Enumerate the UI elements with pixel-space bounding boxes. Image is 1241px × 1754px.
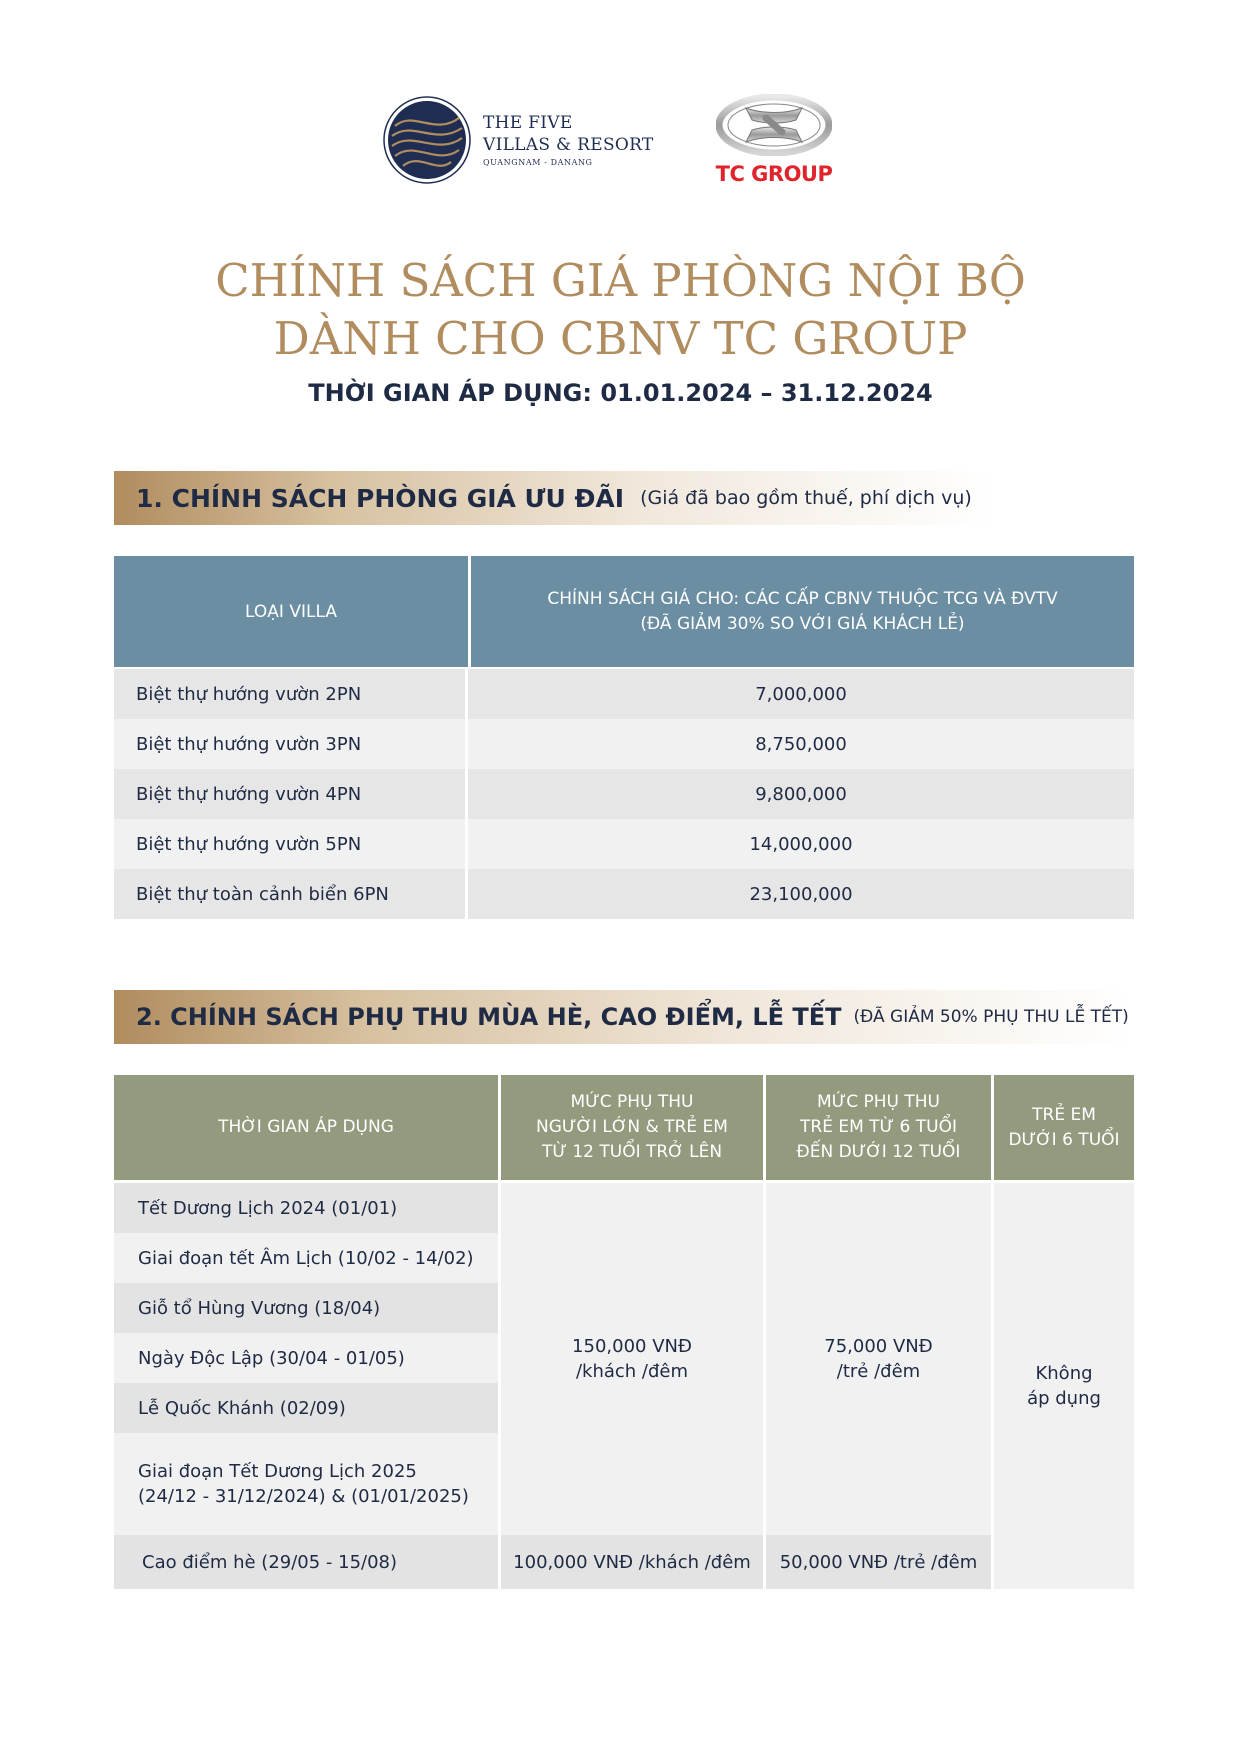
- header-infant-line1: TRẺ EM: [1032, 1104, 1096, 1125]
- table-row: [114, 819, 1134, 869]
- section2-title: 2. CHÍNH SÁCH PHỤ THU MÙA HÈ, CAO ĐIỂM, LỄ TẾT: [136, 1003, 842, 1031]
- header-price-line2: (ĐÃ GIẢM 30% SO VỚI GIÁ KHÁCH LẺ): [640, 613, 965, 634]
- room-price-table: [114, 556, 1134, 919]
- villa-name: Biệt thự hướng vườn 4PN: [114, 769, 468, 819]
- period-row: Lễ Quốc Khánh (02/09): [114, 1383, 498, 1433]
- summer-child-value: 50,000 VNĐ /trẻ /đêm: [766, 1535, 991, 1589]
- period-row: Tết Dương Lịch 2024 (01/01): [114, 1183, 498, 1233]
- holiday-adult-unit: /khách /đêm: [575, 1361, 689, 1382]
- page-title-line2: DÀNH CHO CBNV TC GROUP: [273, 312, 968, 365]
- period-row-long: [114, 1433, 498, 1535]
- period-long-line2: (24/12 - 31/12/2024) & (01/01/2025): [138, 1486, 469, 1507]
- header-infant-line2: DƯỚI 6 TUỔI: [1008, 1129, 1120, 1150]
- villa-name: Biệt thự hướng vườn 2PN: [114, 669, 468, 719]
- section2-header: [114, 990, 1134, 1044]
- five-villas-line2: VILLAS & RESORT: [483, 135, 654, 155]
- infant-value-line2: áp dụng: [1027, 1388, 1101, 1409]
- villa-name: Biệt thự hướng vườn 5PN: [114, 819, 468, 869]
- header-infant: [994, 1075, 1134, 1180]
- section1-title: 1. CHÍNH SÁCH PHÒNG GIÁ ƯU ĐÃI: [136, 483, 625, 513]
- header-adult-line1: MỨC PHỤ THU: [570, 1092, 694, 1112]
- table-row: [114, 669, 1134, 719]
- header-child-surcharge: [766, 1075, 991, 1180]
- table-row: [114, 869, 1134, 919]
- summer-adult-value: 100,000 VNĐ /khách /đêm: [501, 1535, 763, 1589]
- villa-price: 8,750,000: [755, 733, 847, 755]
- period-row: Giỗ tổ Hùng Vương (18/04): [114, 1283, 498, 1333]
- villa-name: Biệt thự toàn cảnh biển 6PN: [114, 869, 468, 919]
- period-long-line1: Giai đoạn Tết Dương Lịch 2025: [138, 1461, 417, 1482]
- holiday-adult-value: [501, 1183, 763, 1535]
- infant-value: [994, 1183, 1134, 1589]
- header-price-policy: [471, 556, 1134, 667]
- tc-group-wordmark: TC GROUP: [715, 162, 833, 186]
- tc-group-logo: [694, 94, 854, 190]
- villa-price: 7,000,000: [755, 683, 847, 705]
- holiday-child-value: [766, 1183, 991, 1535]
- five-villas-emblem-icon: [383, 96, 471, 184]
- header-adult-line2: NGƯỜI LỚN & TRẺ EM: [536, 1117, 728, 1137]
- header-child-line3: ĐẾN DƯỚI 12 TUỔI: [796, 1142, 961, 1162]
- room-price-table-header: [114, 556, 1134, 667]
- section1-note: (Giá đã bao gồm thuế, phí dịch vụ): [640, 487, 972, 509]
- holiday-child-amount: 75,000 VNĐ: [824, 1336, 933, 1357]
- villa-price: 14,000,000: [749, 833, 853, 855]
- holiday-child-unit: /trẻ /đêm: [836, 1361, 921, 1382]
- five-villas-line3: QUANGNAM - DANANG: [483, 158, 593, 167]
- surcharge-table: [114, 1075, 1134, 1589]
- section2-note: (ĐÃ GIẢM 50% PHỤ THU LỄ TẾT): [853, 1007, 1129, 1027]
- five-villas-line1: THE FIVE: [483, 113, 573, 133]
- five-villas-logo: [383, 96, 654, 188]
- page-title-line1: CHÍNH SÁCH GIÁ PHÒNG NỘI BỘ: [215, 254, 1026, 307]
- table-row: [114, 719, 1134, 769]
- holiday-adult-amount: 150,000 VNĐ: [572, 1336, 692, 1357]
- summer-period-row: Cao điểm hè (29/05 - 15/08): [114, 1535, 498, 1589]
- header-child-line1: MỨC PHỤ THU: [816, 1092, 941, 1112]
- header-adult-surcharge: [501, 1075, 763, 1180]
- tc-group-emblem-icon: [716, 94, 832, 156]
- header-period: THỜI GIAN ÁP DỤNG: [114, 1075, 498, 1180]
- period-row: Giai đoạn tết Âm Lịch (10/02 - 14/02): [114, 1233, 498, 1283]
- effective-period: THỜI GIAN ÁP DỤNG: 01.01.2024 – 31.12.2024: [308, 379, 933, 407]
- infant-value-line1: Không: [1035, 1363, 1093, 1384]
- header-adult-line3: TỪ 12 TUỔI TRỞ LÊN: [541, 1142, 723, 1162]
- villa-price: 9,800,000: [755, 783, 847, 805]
- table-row: [114, 769, 1134, 819]
- header-price-line1: CHÍNH SÁCH GIÁ CHO: CÁC CẤP CBNV THUỘC TCG VÀ ĐVTV: [547, 588, 1058, 609]
- header-child-line2: TRẺ EM TỪ 6 TUỔI: [800, 1117, 957, 1137]
- header-villa-type: LOẠI VILLA: [114, 556, 471, 667]
- section1-header: [114, 471, 994, 525]
- villa-name: Biệt thự hướng vườn 3PN: [114, 719, 468, 769]
- period-row: Ngày Độc Lập (30/04 - 01/05): [114, 1333, 498, 1383]
- villa-price: 23,100,000: [749, 883, 853, 905]
